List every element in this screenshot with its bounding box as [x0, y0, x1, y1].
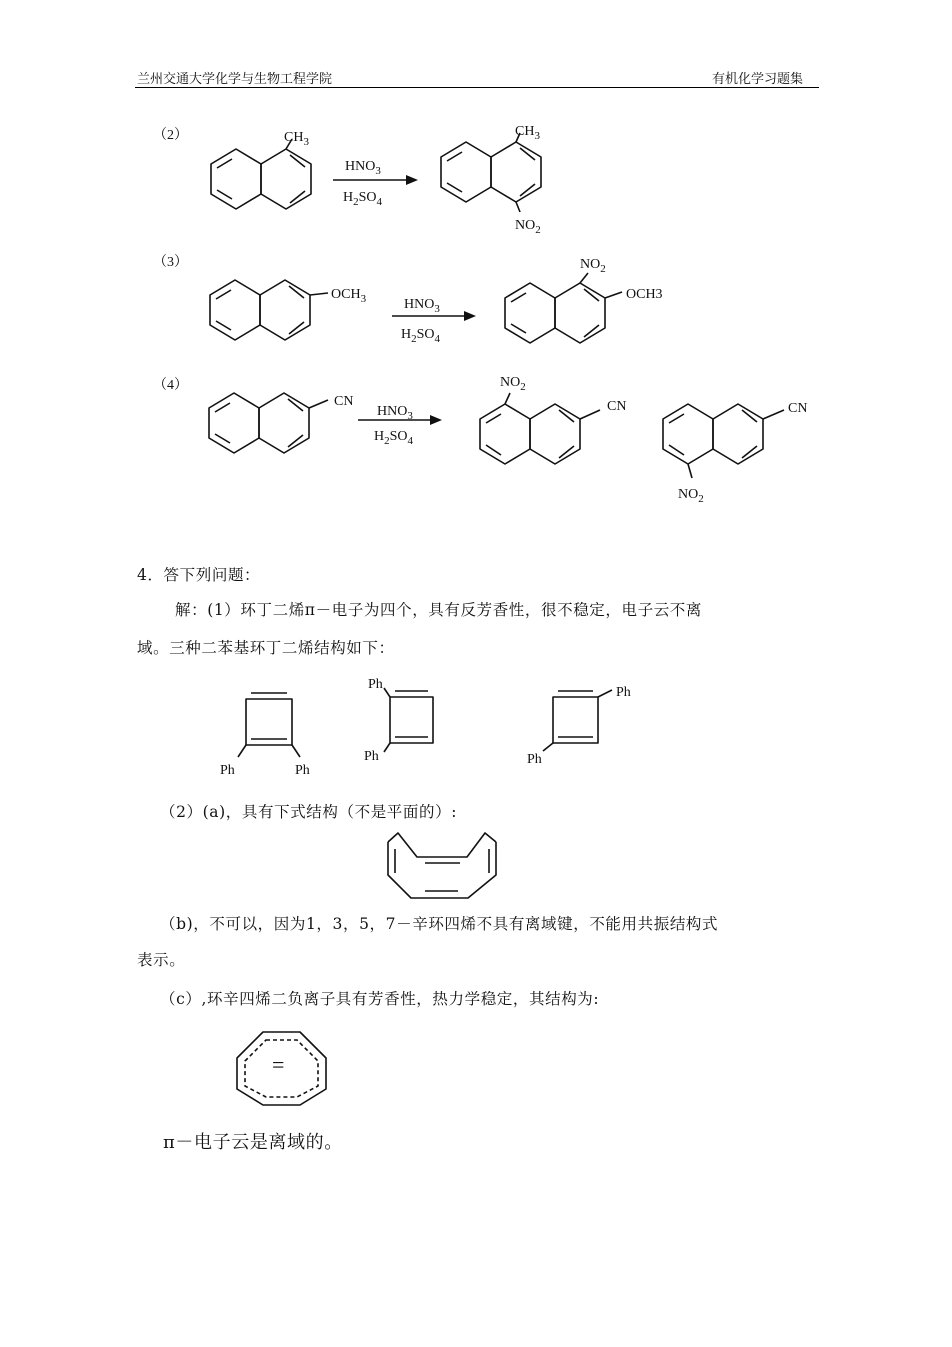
r2-product-naphthalene — [441, 133, 541, 212]
r2-number: （2） — [153, 128, 188, 143]
cyclobutadiene-1-3-diphenyl — [384, 688, 433, 752]
ph-label: Ph — [364, 749, 379, 764]
r3-number: （3） — [153, 255, 188, 270]
section4-part2b-line1: （b)，不可以，因为1，3，5，7－辛环四烯不具有离域键，不能用共振结构式 — [160, 915, 719, 933]
r3-reactant-naphthalene — [210, 280, 328, 340]
r4-product2-bottom: $NO_2$ — [678, 487, 704, 505]
r2-product-bottom: $NO_2$ — [515, 218, 541, 236]
r2-reactant-naphthalene — [211, 139, 311, 209]
section4-part2b-line2: 表示。 — [137, 951, 186, 969]
r2-reactant-substituent: $CH_3$ — [284, 130, 309, 148]
header-book-title: 有机化学习题集 — [712, 72, 804, 87]
r4-product2-naphthalene — [663, 404, 784, 478]
header-institution: 兰州交通大学化学与生物工程学院 — [137, 72, 333, 87]
r3-reactant-substituent: $OCH_3$ — [331, 287, 367, 305]
r3-product-side: OCH3 — [626, 287, 663, 302]
section4-title: 4．答下列问题： — [137, 566, 261, 584]
ph-label: Ph — [368, 677, 383, 692]
ph-label: Ph — [220, 763, 235, 778]
section4-para1-line2: 域。三种二苯基环丁二烯结构如下： — [137, 639, 395, 657]
r4-product1-top: $NO_2$ — [500, 375, 526, 393]
cyclobutadiene-1-2-diphenyl — [238, 693, 300, 757]
r2-reagent-bottom: $H_2SO_4$ — [343, 190, 383, 208]
r3-reagent-bottom: $H_2SO_4$ — [401, 327, 441, 345]
r4-number: （4） — [153, 378, 188, 393]
r4-product1-naphthalene — [480, 393, 600, 464]
ph-label: Ph — [616, 685, 631, 700]
section4-part2a: （2）(a)，具有下式结构（不是平面的）: — [160, 803, 458, 821]
cyclobutadiene-1-4-diphenyl — [543, 690, 612, 751]
r4-reactant-substituent: CN — [334, 394, 354, 409]
r4-reagent-bottom: $H_2SO_4$ — [374, 429, 414, 447]
r2-reagent-top: $HNO_3$ — [345, 159, 381, 177]
cyclooctatetraene-tub — [388, 833, 496, 898]
r4-reagent-top: $HNO_3$ — [377, 404, 413, 422]
anion-charge: = — [272, 1052, 285, 1077]
section4-final-line: π－电子云是离域的。 — [163, 1132, 343, 1153]
r4-product2-side: CN — [788, 401, 808, 416]
r3-product-top: $NO_2$ — [580, 257, 606, 275]
r3-product-naphthalene — [505, 273, 622, 343]
r4-product1-side: CN — [607, 399, 627, 414]
ph-label: Ph — [527, 752, 542, 767]
ph-label: Ph — [295, 763, 310, 778]
r2-product-top: $CH_3$ — [515, 124, 540, 142]
section4-para1-line1: 解：(1）环丁二烯π－电子为四个，具有反芳香性，很不稳定，电子云不离 — [175, 601, 702, 619]
r3-reagent-top: $HNO_3$ — [404, 297, 440, 315]
r4-reactant-naphthalene — [209, 393, 328, 453]
section4-part2c: （c）,环辛四烯二负离子具有芳香性，热力学稳定，其结构为: — [160, 990, 600, 1008]
